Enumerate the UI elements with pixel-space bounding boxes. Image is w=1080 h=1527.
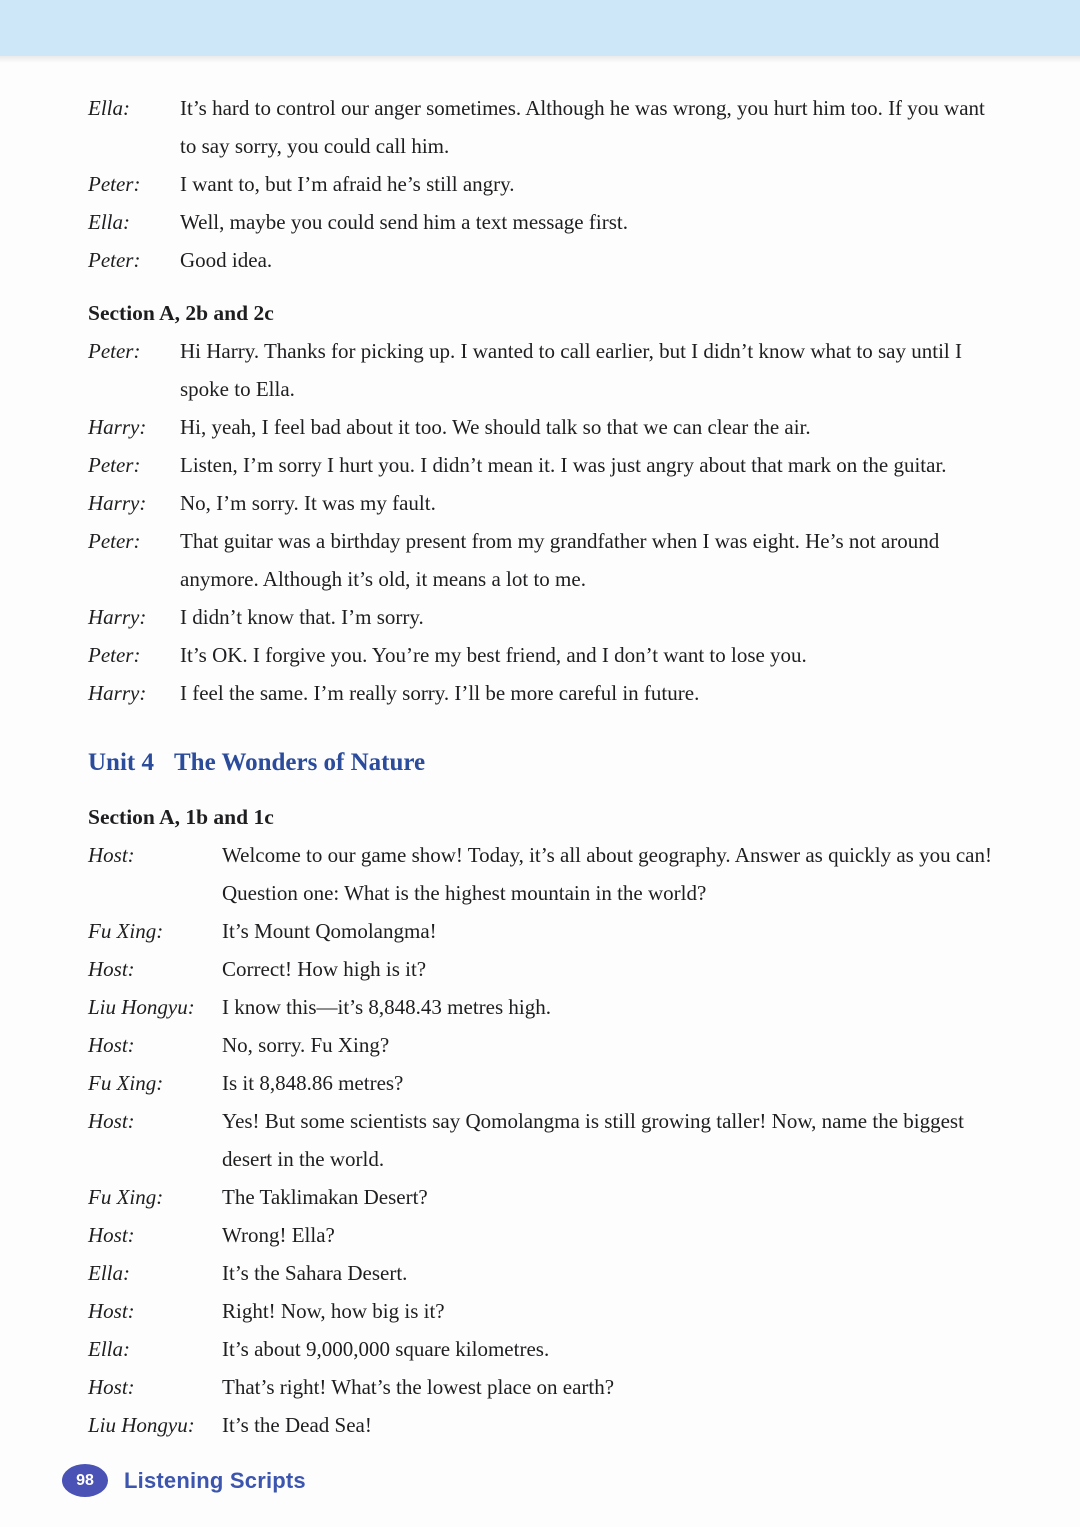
dialogue-line <box>88 1026 998 1064</box>
dialogue-line <box>88 522 998 598</box>
dialogue-section-2 <box>88 332 998 712</box>
dialogue-line <box>88 598 998 636</box>
page-number-badge: 98 <box>62 1464 108 1497</box>
dialogue-text: It’s the Sahara Desert. <box>222 1261 408 1285</box>
dialogue-text: The Taklimakan Desert? <box>222 1185 428 1209</box>
dialogue-section-1 <box>88 89 998 279</box>
dialogue-line <box>88 912 998 950</box>
dialogue-text: Yes! But some scientists say Qomolangma is still growing taller! Now, name the biggest desert in the world. <box>222 1109 964 1171</box>
dialogue-line <box>88 241 998 279</box>
speaker-label: Peter: <box>88 453 141 477</box>
section-heading-1b-1c: Section A, 1b and 1c <box>88 805 274 829</box>
unit-number: Unit 4 <box>88 749 154 776</box>
speaker-label: Harry: <box>88 491 147 515</box>
dialogue-line <box>88 674 998 712</box>
speaker-label: Ella: <box>88 210 130 234</box>
dialogue-line <box>88 203 998 241</box>
dialogue-line <box>88 446 998 484</box>
dialogue-line <box>88 1102 998 1178</box>
dialogue-line <box>88 988 998 1026</box>
dialogue-text: It’s about 9,000,000 square kilometres. <box>222 1337 550 1361</box>
dialogue-text: Listen, I’m sorry I hurt you. I didn’t mean it. I was just angry about that mark on the guitar. <box>180 453 947 477</box>
dialogue-text: Wrong! Ella? <box>222 1223 335 1247</box>
dialogue-text: I know this—it’s 8,848.43 metres high. <box>222 995 551 1019</box>
dialogue-line <box>88 332 998 408</box>
speaker-label: Host: <box>88 957 135 981</box>
dialogue-text: Hi, yeah, I feel bad about it too. We should talk so that we can clear the air. <box>180 415 811 439</box>
dialogue-text: Correct! How high is it? <box>222 957 427 981</box>
dialogue-line <box>88 1178 998 1216</box>
speaker-label: Peter: <box>88 339 141 363</box>
dialogue-text: No, sorry. Fu Xing? <box>222 1033 390 1057</box>
speaker-label: Harry: <box>88 605 147 629</box>
dialogue-line <box>88 165 998 203</box>
dialogue-text: I feel the same. I’m really sorry. I’ll be more careful in future. <box>180 681 700 705</box>
speaker-label: Host: <box>88 1375 135 1399</box>
dialogue-text: Good idea. <box>180 248 273 272</box>
unit-title: The Wonders of Nature <box>173 749 426 776</box>
speaker-label: Ella: <box>88 1337 130 1361</box>
band-shadow <box>0 56 1080 63</box>
dialogue-line <box>88 1216 998 1254</box>
speaker-label: Harry: <box>88 415 147 439</box>
dialogue-text: I want to, but I’m afraid he’s still angry. <box>180 172 515 196</box>
dialogue-line <box>88 1368 998 1406</box>
dialogue-line <box>88 950 998 988</box>
dialogue-text: That’s right! What’s the lowest place on earth? <box>222 1375 615 1399</box>
speaker-label: Host: <box>88 843 135 867</box>
speaker-label: Ella: <box>88 96 130 120</box>
speaker-label: Fu Xing: <box>88 919 164 943</box>
dialogue-line <box>88 484 998 522</box>
speaker-label: Liu Hongyu: <box>88 995 195 1019</box>
dialogue-line <box>88 836 998 912</box>
dialogue-line <box>88 1254 998 1292</box>
dialogue-text: It’s Mount Qomolangma! <box>222 919 437 943</box>
speaker-label: Ella: <box>88 1261 130 1285</box>
dialogue-line <box>88 1330 998 1368</box>
dialogue-section-3 <box>88 836 998 1444</box>
dialogue-line <box>88 1064 998 1102</box>
speaker-label: Peter: <box>88 643 141 667</box>
dialogue-text: That guitar was a birthday present from my grandfather when I was eight. He’s not around anymore. Although it’s old, it means a lot to me. <box>180 529 940 591</box>
dialogue-line <box>88 1292 998 1330</box>
speaker-label: Harry: <box>88 681 147 705</box>
dialogue-line <box>88 89 998 165</box>
dialogue-text: It’s the Dead Sea! <box>222 1413 372 1437</box>
footer-title: Listening Scripts <box>124 1467 306 1493</box>
section-heading-2b-2c: Section A, 2b and 2c <box>88 301 274 325</box>
speaker-label: Host: <box>88 1109 135 1133</box>
page-footer <box>0 1464 1080 1527</box>
speaker-label: Peter: <box>88 529 141 553</box>
speaker-label: Fu Xing: <box>88 1071 164 1095</box>
speaker-label: Peter: <box>88 248 141 272</box>
dialogue-text: Hi Harry. Thanks for picking up. I wanted to call earlier, but I didn’t know what to say until I spoke to Ella. <box>180 339 963 401</box>
speaker-label: Peter: <box>88 172 141 196</box>
dialogue-text: Well, maybe you could send him a text message first. <box>180 210 628 234</box>
dialogue-text: Welcome to our game show! Today, it’s all about geography. Answer as quickly as you can! Question one: What is the highest mountain in the world? <box>222 843 992 905</box>
dialogue-line <box>88 408 998 446</box>
dialogue-line <box>88 1406 998 1444</box>
unit-4-heading <box>88 746 998 780</box>
dialogue-text: It’s hard to control our anger sometimes. Although he was wrong, you hurt him too. If you want to say sorry, you could call him. <box>180 96 985 158</box>
dialogue-line <box>88 636 998 674</box>
speaker-label: Host: <box>88 1223 135 1247</box>
speaker-label: Fu Xing: <box>88 1185 164 1209</box>
dialogue-text: Right! Now, how big is it? <box>222 1299 445 1323</box>
dialogue-text: It’s OK. I forgive you. You’re my best friend, and I don’t want to lose you. <box>180 643 807 667</box>
listening-script-content <box>0 63 1080 1444</box>
dialogue-text: No, I’m sorry. It was my fault. <box>180 491 436 515</box>
page-top-band <box>0 0 1080 56</box>
speaker-label: Host: <box>88 1033 135 1057</box>
dialogue-text: Is it 8,848.86 metres? <box>222 1071 404 1095</box>
speaker-label: Liu Hongyu: <box>88 1413 195 1437</box>
dialogue-text: I didn’t know that. I’m sorry. <box>180 605 424 629</box>
speaker-label: Host: <box>88 1299 135 1323</box>
